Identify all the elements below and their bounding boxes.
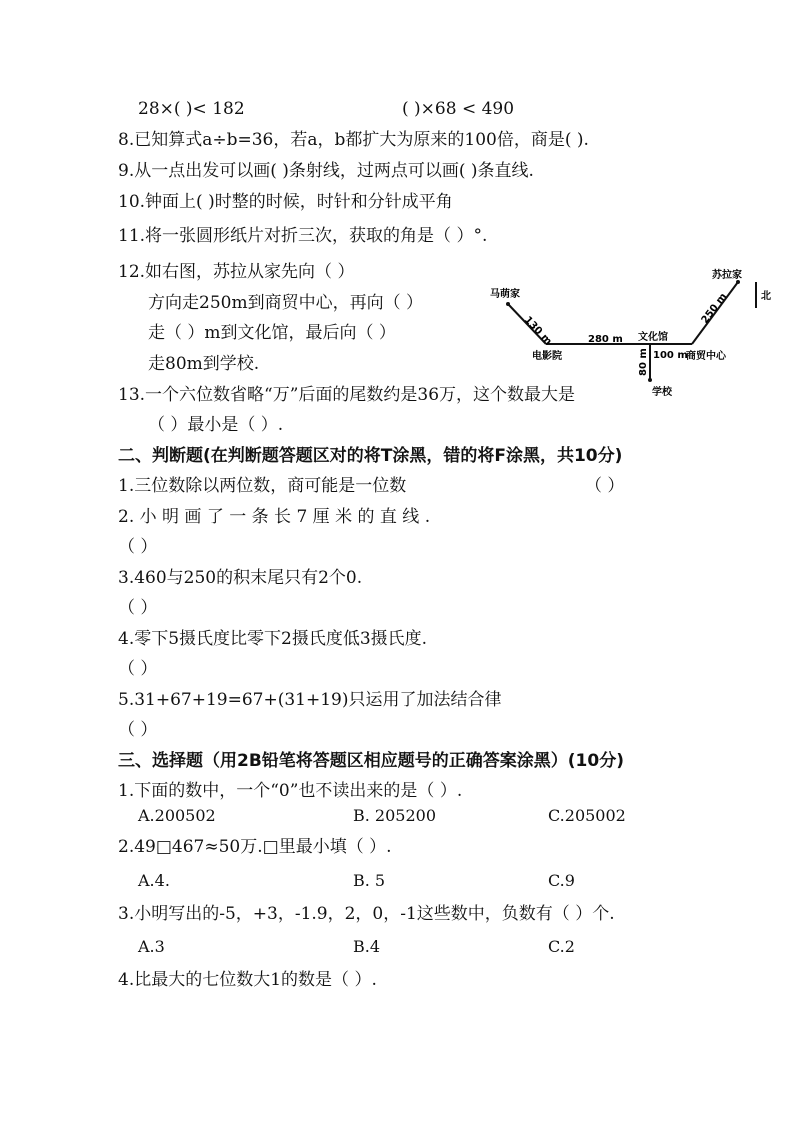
choice-3-option-a: A.3	[138, 937, 165, 956]
choice-1-option-c: C.205002	[548, 806, 626, 825]
choice-2: 2.49□467≈50万.□里最小填（ ）.	[118, 837, 392, 857]
judge-5-paren: （ ）	[118, 720, 158, 740]
route-map	[480, 262, 780, 402]
label-250: 250 m	[699, 291, 730, 326]
label-sulajia: 苏拉家	[712, 270, 742, 281]
judge-2: 2. 小 明 画 了 一 条 长 7 厘 米 的 直 线 .	[118, 507, 431, 527]
choice-2-option-a: A.4.	[138, 871, 170, 890]
judge-3: 3.460与250的积末尾只有2个0.	[118, 568, 363, 588]
choice-4: 4.比最大的七位数大1的数是（ ）.	[118, 970, 377, 990]
choice-2-option-c: C.9	[548, 871, 575, 890]
question-12-line4: 走80m到学校.	[148, 354, 260, 374]
label-culture: 文化馆	[638, 332, 668, 343]
point-maxiaomeng	[506, 302, 510, 306]
label-280: 280 m	[588, 334, 623, 345]
q7-line-b: ( )×68 < 490	[402, 99, 515, 119]
choice-1-option-b: B. 205200	[353, 806, 437, 825]
label-school: 学校	[652, 387, 672, 398]
label-80: 80 m	[638, 348, 649, 376]
judge-5: 5.31+67+19=67+(31+19)只运用了加法结合律	[118, 690, 502, 710]
point-school	[648, 378, 652, 382]
judge-2-paren: （ ）	[118, 537, 158, 557]
question-11: 11.将一张圆形纸片对折三次，获取的角是（ ）°.	[118, 226, 488, 246]
choice-3: 3.小明写出的-5，+3，-1.9，2，0，-1这些数中，负数有（ ）个.	[118, 904, 615, 924]
judge-4-paren: （ ）	[118, 659, 158, 679]
question-12-line3: 走（ ）m到文化馆，最后向（ ）	[148, 323, 396, 343]
choice-2-option-b: B. 5	[353, 871, 386, 890]
choice-1-option-a: A.200502	[138, 806, 216, 825]
label-maxiaomeng: 马萌家	[490, 289, 520, 300]
choice-1: 1.下面的数中，一个“0”也不读出来的是（ ）.	[118, 781, 463, 801]
question-10: 10.钟面上( )时整的时候，时针和分针成平角	[118, 192, 453, 212]
judge-1-paren: （ ）	[585, 476, 625, 496]
question-12-line1: 12.如右图，苏拉从家先向（ ）	[118, 262, 355, 282]
question-9: 9.从一点出发可以画( )条射线，过两点可以画( )条直线.	[118, 161, 534, 181]
choice-3-option-b: B.4	[353, 937, 381, 956]
question-12-line2: 方向走250m到商贸中心，再向（ ）	[148, 293, 423, 313]
label-cinema: 电影院	[532, 351, 562, 362]
choice-3-option-c: C.2	[548, 937, 575, 956]
label-trade: 商贸中心	[686, 351, 726, 362]
label-130: 130 m	[521, 314, 554, 348]
judge-4: 4.零下5摄氏度比零下2摄氏度低3摄氏度.	[118, 629, 428, 649]
label-100: 100 m	[653, 350, 688, 361]
question-13-line1: 13.一个六位数省略“万”后面的尾数约是36万，这个数最大是	[118, 385, 576, 405]
judge-3-paren: （ ）	[118, 598, 158, 618]
judge-1: 1.三位数除以两位数，商可能是一位数	[118, 476, 407, 496]
section-3-title: 三、选择题（用2B铅笔将答题区相应题号的正确答案涂黑）(10分)	[118, 751, 624, 771]
q7-line-a: 28×( )< 182	[138, 99, 245, 119]
question-8: 8.已知算式a÷b=36，若a，b都扩大为原来的100倍，商是( ).	[118, 130, 589, 150]
section-2-title: 二、判断题(在判断题答题区对的将T涂黑，错的将F涂黑，共10分)	[118, 446, 623, 466]
question-13-line2: （ ）最小是（ ）.	[148, 415, 284, 435]
north-label: 北	[761, 291, 771, 302]
